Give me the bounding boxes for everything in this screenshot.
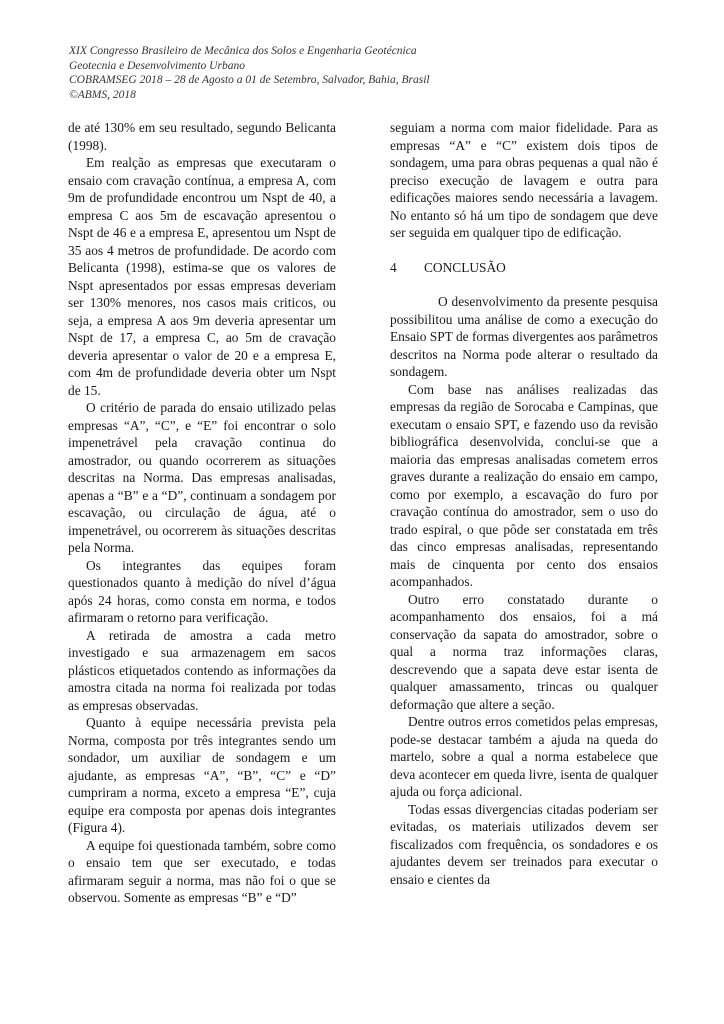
paragraph: O critério de parada do ensaio utilizado pelas empresas “A”, “C”, e “E” foi encontrar o solo impenetrável pela cravação continua do amostrador, ou quando ocorrerem as situações descritas na Norma. Das empresas analisadas, apenas a “B” e a “D”, continuam a sondagem por escavação, ou circulação de água, até o impenetrável, ou ocorrerem às situações descritas pela Norma. (68, 400, 336, 555)
paragraph: A retirada de amostra a cada metro investigado e sua armazenagem em sacos plásticos etiquetados contendo as informações da amostra citada na norma foi realizada por todas as empresas observadas. (68, 627, 336, 713)
header-line-event: COBRAMSEG 2018 – 28 de Agosto a 01 de Setembro, Salvador, Bahia, Brasil (69, 74, 430, 86)
paragraph: Dentre outros erros cometidos pelas empresas, pode-se destacar também a ajuda na queda do martelo, sobre a qual a norma estabelece que deva acontecer em queda livre, isenta de qualquer ajuda ou força adicional. (390, 714, 658, 799)
paragraph: Quanto à equipe necessária prevista pela Norma, composta por três integrantes sendo um sondador, um auxiliar de sondagem e um ajudante, as empresas “A”, “B”, “C” e “D” cumpriram a norma, exceto a empresa “E”, cuja equipe era composta por apenas dois integrantes (Figura 4). (68, 715, 336, 835)
paragraph: de até 130% em seu resultado, segundo Belicanta (1998). (68, 120, 336, 153)
paragraph: A equipe foi questionada também, sobre como o ensaio tem que ser executado, e todas afirmaram seguir a norma, mas não foi o que se observou. Somente as empresas “B” e “D” (68, 837, 336, 905)
header-line-theme: Geotecnia e Desenvolvimento Urbano (69, 59, 245, 72)
paragraph: Com base nas análises realizadas das empresas da região de Sorocaba e Campinas, que executam o ensaio SPT, e fazendo uso da revisão bibliográfica desenvolvida, conclui-se que a maioria das empresas analisadas cometem erros graves durante a realização do ensaio em campo, como por exemplo, a escavação do furo por cravação contínua do amostrador, sem o uso do trado espiral, o que pôde ser constatada em três das cinco empresas analisadas, representando mais de cinquenta por cento dos ensaios acompanhados. (390, 381, 658, 589)
paragraph: O desenvolvimento da presente pesquisa possibilitou uma análise de como a execução do Ensaio SPT de formas divergentes aos parâmetros descritos na Norma pode alterar o resultado da sondagem. (390, 294, 659, 379)
section-number: 4 (390, 259, 397, 275)
header-line-conference: XIX Congresso Brasileiro de Mecânica dos Solos e Engenharia Geotécnica (69, 45, 417, 57)
left-column (68, 119, 336, 907)
conference-header (69, 44, 669, 102)
paragraph: seguiam a norma com maior fidelidade. Para as empresas “A” e “C” existem dois tipos de sondagem, uma para obras pequenas a qual não é preciso execução de lavagem e outra para edificações maiores sendo necessária a lavagem. No entanto só há um tipo de sondagem que deve ser seguida em qualquer tipo de edificação. (390, 120, 658, 240)
paragraph: Outro erro constatado durante o acompanhamento dos ensaios, foi a má conservação da sapata do amostrador, sobre o qual a norma traz informações claras, descrevendo que a sapata deve estar isenta de qualquer amassamento, trincas ou qualquer deformação que altere a seção. (390, 591, 658, 712)
header-line-copyright: ©ABMS, 2018 (69, 88, 136, 101)
section-heading (390, 259, 658, 277)
right-column (390, 119, 658, 888)
section-title: CONCLUSÃO (424, 259, 506, 275)
paragraph: Os integrantes das equipes foram questionados quanto à medição do nível d’água após 24 horas, como consta em norma, e todos afirmaram o retorno para verificação. (68, 557, 336, 625)
paragraph: Todas essas divergencias citadas poderiam ser evitadas, os materiais utilizados devem ser fiscalizados com frequência, os sondadores e os ajudantes devem ser treinados para executar o ensaio e cientes da (390, 801, 658, 887)
paragraph: Em realção as empresas que executaram o ensaio com cravação contínua, a empresa A, com 9m de profundidade encontrou um Nspt de 40, a empresa C aos 5m de escavação apresentou o Nspt de 46 e a empresa E, apresentou um Nspt de 35 aos 4 metros de profundidade. De acordo com Belicanta (1998), estima-se que os valores de Nspt apresentados por essas empresas deveriam ser 130% menores, nos casos mais criticos, ou seja, a empresa A aos 9m deveria apresentar um Nspt de 17, a empresa C, ao 5m de cravação deveria apresentar o valor de 20 e a empresa E, com 4m de profundidade deveria obter um Nspt de 15. (68, 155, 336, 398)
